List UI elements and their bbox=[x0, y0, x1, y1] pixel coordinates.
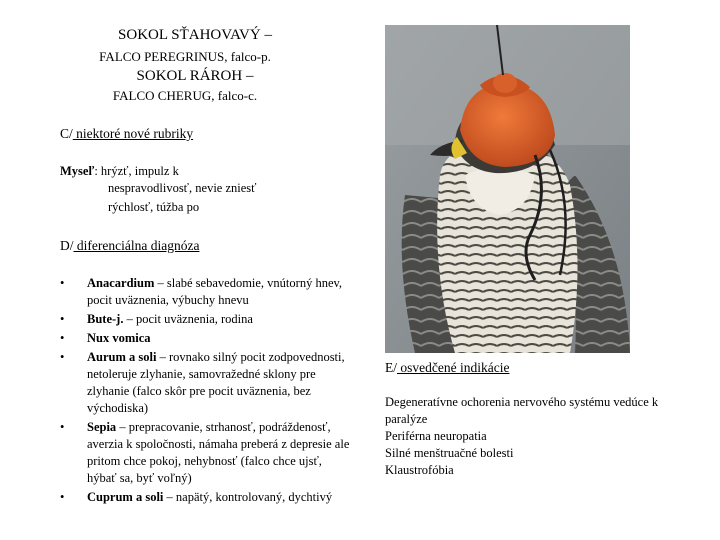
remedy-name: Sepia bbox=[87, 420, 117, 434]
section-c-heading bbox=[60, 126, 193, 142]
bullet: • bbox=[60, 420, 65, 434]
remedy-text: – napätý, kontrolovaný, dychtivý bbox=[163, 490, 333, 504]
remedy-name: Nux vomica bbox=[87, 331, 151, 345]
title-line-4: FALCO CHERUG, falco-c. bbox=[112, 88, 258, 103]
list-item bbox=[60, 349, 350, 417]
falcon-photo bbox=[385, 25, 630, 353]
indication-line: Periférna neuropatia bbox=[385, 429, 487, 443]
remedy-text: – prepracovanie, strhanosť, podráždenosť, averzia k spoločnosti, námaha preberá z depresie ale pritom chce pokoj, nehybnosť (falco chce ujsť, hýbať sa, byť voľný) bbox=[87, 420, 350, 485]
section-d-title: diferenciálna diagnóza bbox=[73, 238, 200, 253]
list-item bbox=[60, 275, 350, 309]
remedy-name: Aurum a soli bbox=[87, 350, 157, 364]
indication-line: Klaustrofóbia bbox=[385, 463, 454, 477]
list-item bbox=[60, 419, 350, 487]
remedy-text: – pocit uväznenia, rodina bbox=[123, 312, 253, 326]
remedy-text: – rovnako silný pocit zodpovednosti, netoleruje zlyhanie, samovražedné sklony pre zlyhanie (falco skôr pre pocit uväznenia, bez východiska) bbox=[87, 350, 345, 415]
title-line-1: SOKOL SŤAHOVAVÝ – bbox=[118, 27, 272, 43]
section-c-prefix: C/ bbox=[60, 126, 73, 141]
remedy-text: – slabé sebavedomie, vnútorný hnev, pocit uväznenia, výbuchy hnevu bbox=[87, 276, 343, 307]
section-c-body bbox=[60, 163, 310, 216]
bullet: • bbox=[60, 350, 65, 364]
indication-line: Silné menštruačné bolesti bbox=[385, 446, 514, 460]
mind-label: Myseľ bbox=[60, 164, 95, 178]
falcon-photo-graphic bbox=[385, 25, 630, 353]
bullet: • bbox=[60, 331, 65, 345]
remedy-name: Cuprum a soli bbox=[87, 490, 164, 504]
list-item bbox=[60, 311, 350, 328]
remedy-name: Anacardium bbox=[87, 276, 155, 290]
section-e-title: osvedčené indikácie bbox=[397, 360, 510, 375]
section-c-title: niektoré nové rubriky bbox=[72, 126, 194, 141]
section-e-heading bbox=[385, 360, 509, 376]
mind-line-1: : hrýzť, impulz k bbox=[94, 164, 179, 178]
differential-list bbox=[60, 275, 350, 508]
mind-line-2: nespravodlivosť, nevie zniesť bbox=[108, 181, 257, 195]
bullet: • bbox=[60, 312, 65, 326]
mind-line-3: rýchlosť, túžba po bbox=[108, 200, 200, 214]
section-e-prefix: E/ bbox=[385, 360, 397, 375]
title-line-3: SOKOL RÁROH – bbox=[136, 68, 254, 84]
section-e-body bbox=[385, 394, 685, 479]
title-line-2: FALCO PEREGRINUS, falco-p. bbox=[99, 49, 271, 64]
list-item bbox=[60, 330, 350, 347]
remedy-name: Bute-j. bbox=[87, 312, 124, 326]
section-d-heading bbox=[60, 238, 199, 254]
bullet: • bbox=[60, 490, 65, 504]
section-d-prefix: D/ bbox=[60, 238, 74, 253]
indication-line: Degeneratívne ochorenia nervového systému vedúce k paralýze bbox=[385, 395, 659, 426]
bullet: • bbox=[60, 276, 65, 290]
list-item bbox=[60, 489, 350, 506]
